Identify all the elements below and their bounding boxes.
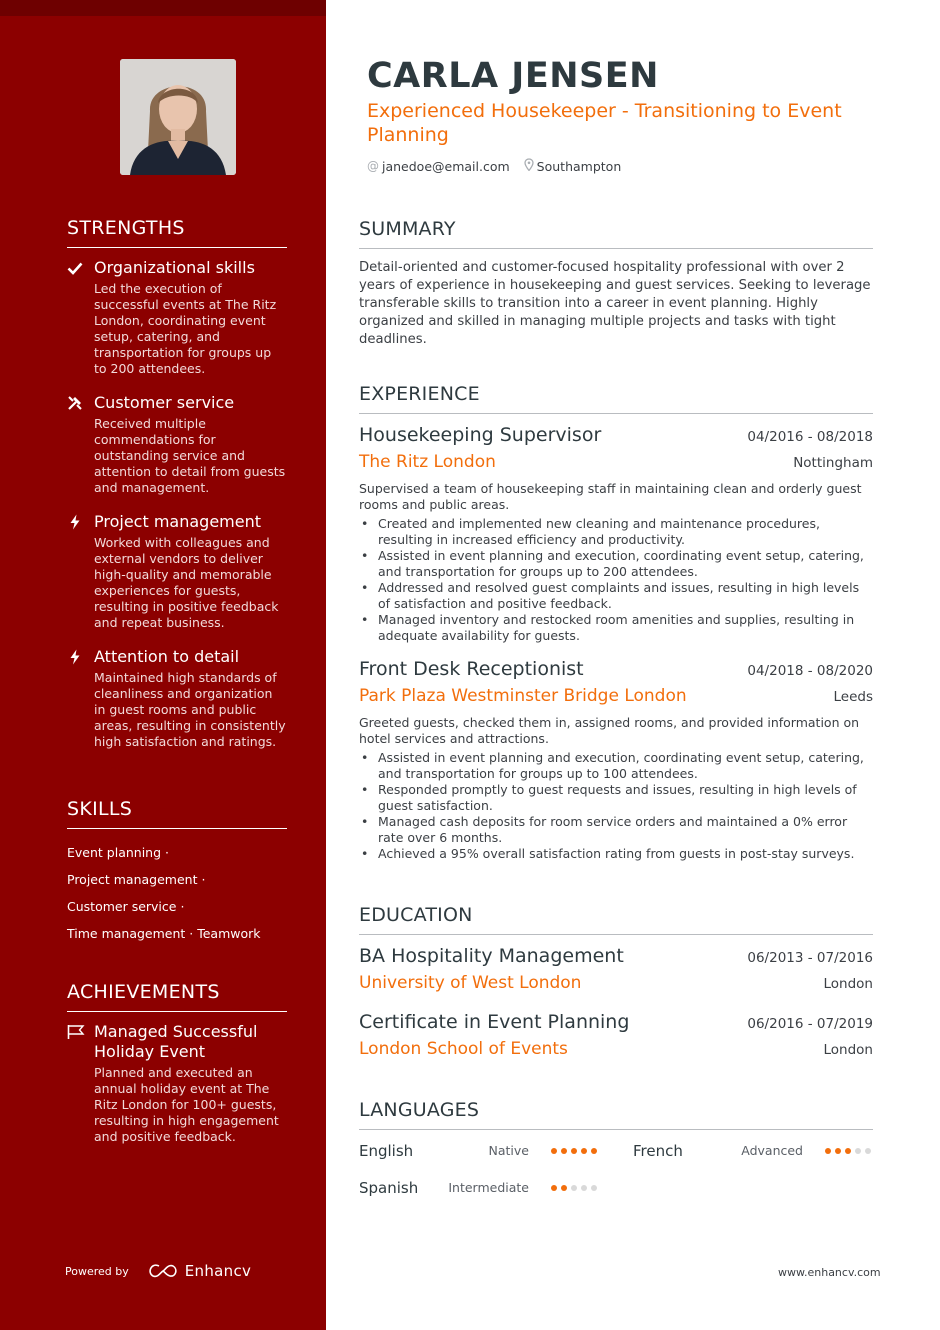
location-pin-icon	[524, 158, 534, 174]
lightning-icon	[67, 649, 83, 665]
strength-item	[67, 393, 287, 496]
strength-desc: Led the execution of successful events at The Ritz London, coordinating event setup, catering, and transportation for groups up to 200 attendees.	[94, 281, 277, 376]
job-bullet: • Assisted in event planning and execution, coordinating event setup, catering, and transportation for groups up to 200 attendees.	[359, 548, 873, 580]
strength-item	[67, 258, 287, 377]
job-entry	[359, 658, 873, 862]
rating-dot	[845, 1148, 851, 1154]
rating-dot	[561, 1185, 567, 1191]
tools-icon	[67, 395, 83, 411]
strength-desc: Worked with colleagues and external vendors to deliver high-quality and memorable experiences for guests, resulting in positive feedback and repeat business.	[94, 535, 279, 630]
summary-title: SUMMARY	[359, 218, 873, 249]
achievements-title: ACHIEVEMENTS	[67, 981, 287, 1012]
education-title: EDUCATION	[359, 904, 873, 935]
school-name: London School of Events	[359, 1039, 568, 1059]
degree-title: Certificate in Event Planning	[359, 1011, 630, 1033]
strength-title: Project management	[94, 512, 262, 531]
job-bullets	[359, 750, 873, 862]
rating-dot	[865, 1148, 871, 1154]
at-icon: @	[367, 159, 379, 173]
contact-info	[367, 158, 621, 174]
strength-title: Attention to detail	[94, 647, 240, 666]
strength-title: Customer service	[94, 393, 235, 412]
skill-line: Project management ·	[67, 872, 206, 887]
language-rating	[551, 1185, 597, 1191]
footer-url[interactable]: www.enhancv.com	[778, 1266, 881, 1279]
check-icon	[67, 260, 83, 276]
rating-dot	[591, 1185, 597, 1191]
flag-icon	[67, 1024, 83, 1040]
education-entry	[359, 945, 873, 993]
education-dates: 06/2013 - 07/2016	[747, 950, 873, 966]
language-level: Intermediate	[448, 1180, 529, 1195]
language-row	[359, 1169, 873, 1206]
strengths-title: STRENGTHS	[67, 217, 287, 248]
experience-section	[359, 383, 873, 876]
language-name: Spanish	[359, 1178, 419, 1197]
achievement-desc: Planned and executed an annual holiday event at The Ritz London for 100+ guests, resulting in high engagement and positive feedback.	[94, 1065, 279, 1144]
powered-by	[65, 1262, 251, 1280]
strength-item	[67, 647, 287, 750]
language-item	[633, 1142, 871, 1160]
enhancv-logo-icon	[147, 1263, 179, 1279]
job-dates: 04/2018 - 08/2020	[747, 663, 873, 679]
job-company: Park Plaza Westminster Bridge London	[359, 686, 687, 706]
powered-by-label: Powered by	[65, 1264, 129, 1278]
skill-line: Customer service ·	[67, 899, 185, 914]
job-bullet: • Created and implemented new cleaning and maintenance procedures, resulting in increased efficiency and productivity.	[359, 516, 873, 548]
rating-dot	[561, 1148, 567, 1154]
languages-title: LANGUAGES	[359, 1099, 873, 1130]
job-title: Front Desk Receptionist	[359, 658, 584, 680]
job-title: Housekeeping Supervisor	[359, 424, 602, 446]
location-text: Southampton	[536, 158, 622, 174]
language-name: French	[633, 1141, 683, 1160]
degree-title: BA Hospitality Management	[359, 945, 624, 967]
rating-dot	[825, 1148, 831, 1154]
strength-item	[67, 512, 287, 631]
rating-dot	[581, 1148, 587, 1154]
rating-dot	[571, 1148, 577, 1154]
strengths-section	[67, 217, 287, 766]
job-location: Nottingham	[793, 455, 873, 471]
job-bullet: • Managed cash deposits for room service orders and maintained a 0% error rate over 6 months.	[359, 814, 873, 846]
job-bullet: • Assisted in event planning and execution, coordinating event setup, catering, and transportation for groups up to 100 attendees.	[359, 750, 873, 782]
rating-dot	[551, 1185, 557, 1191]
rating-dot	[551, 1148, 557, 1154]
rating-dot	[581, 1185, 587, 1191]
job-description: Greeted guests, checked them in, assigned rooms, and provided information on hotel services and attractions.	[359, 715, 860, 746]
education-location: London	[823, 976, 873, 992]
language-rating	[551, 1148, 597, 1154]
education-dates: 06/2016 - 07/2019	[747, 1016, 873, 1032]
skills-section	[67, 798, 287, 947]
job-description: Supervised a team of housekeeping staff in maintaining clean and orderly guest rooms and public areas.	[359, 481, 862, 512]
language-row	[359, 1132, 873, 1169]
strength-desc: Received multiple commendations for outstanding service and attention to detail from guests and management.	[94, 416, 286, 495]
job-bullets	[359, 516, 873, 644]
achievements-section	[67, 981, 287, 1161]
job-location: Leeds	[833, 689, 873, 705]
job-bullet: • Achieved a 95% overall satisfaction rating from guests in post-stay surveys.	[359, 846, 873, 862]
strength-title: Organizational skills	[94, 258, 255, 277]
rating-dot	[591, 1148, 597, 1154]
job-entry	[359, 424, 873, 644]
brand-name: Enhancv	[184, 1262, 252, 1280]
school-name: University of West London	[359, 973, 582, 993]
job-bullet: • Managed inventory and restocked room amenities and supplies, resulting in adequate availability for guests.	[359, 612, 873, 644]
sidebar-top-bar	[0, 0, 326, 16]
education-entry	[359, 1011, 873, 1059]
job-company: The Ritz London	[359, 452, 496, 472]
strength-desc: Maintained high standards of cleanliness and organization in guest rooms and public areas, resulting in consistently high satisfaction and ratings.	[94, 670, 286, 749]
skill-line: Time management · Teamwork	[67, 926, 261, 941]
profile-photo	[120, 59, 236, 175]
summary-section	[359, 218, 873, 349]
skills-title: SKILLS	[67, 798, 287, 829]
language-level: Native	[488, 1143, 529, 1158]
language-level: Advanced	[741, 1143, 803, 1158]
rating-dot	[855, 1148, 861, 1154]
experience-title: EXPERIENCE	[359, 383, 873, 414]
language-name: English	[359, 1141, 414, 1160]
rating-dot	[835, 1148, 841, 1154]
job-bullet: • Responded promptly to guest requests and issues, resulting in high levels of guest satisfaction.	[359, 782, 873, 814]
rating-dot	[571, 1185, 577, 1191]
achievement-title: Managed Successful Holiday Event	[94, 1022, 258, 1061]
lightning-icon	[67, 514, 83, 530]
language-item	[359, 1142, 633, 1160]
job-bullet: • Addressed and resolved guest complaints and issues, resulting in high levels of satisfaction and positive feedback.	[359, 580, 873, 612]
job-dates: 04/2016 - 08/2018	[747, 429, 873, 445]
languages-section	[359, 1099, 873, 1206]
language-item	[359, 1179, 633, 1197]
education-location: London	[823, 1042, 873, 1058]
candidate-headline: Experienced Housekeeper - Transitioning to Event Planning	[367, 100, 842, 146]
summary-text: Detail-oriented and customer-focused hospitality professional with over 2 years of experience in housekeeping and guest services. Seeking to leverage transferable skills to transition into a career in event planning. Highly organized and skilled in managing multiple projects and tasks with tight deadlines.	[359, 260, 871, 347]
sidebar	[0, 0, 326, 1330]
candidate-name: CARLA JENSEN	[367, 56, 659, 96]
email-link[interactable]: janedoe@email.com	[382, 158, 510, 174]
skill-line: Event planning ·	[67, 845, 169, 860]
achievement-item	[67, 1022, 287, 1145]
education-section	[359, 904, 873, 1073]
language-rating	[825, 1148, 871, 1154]
